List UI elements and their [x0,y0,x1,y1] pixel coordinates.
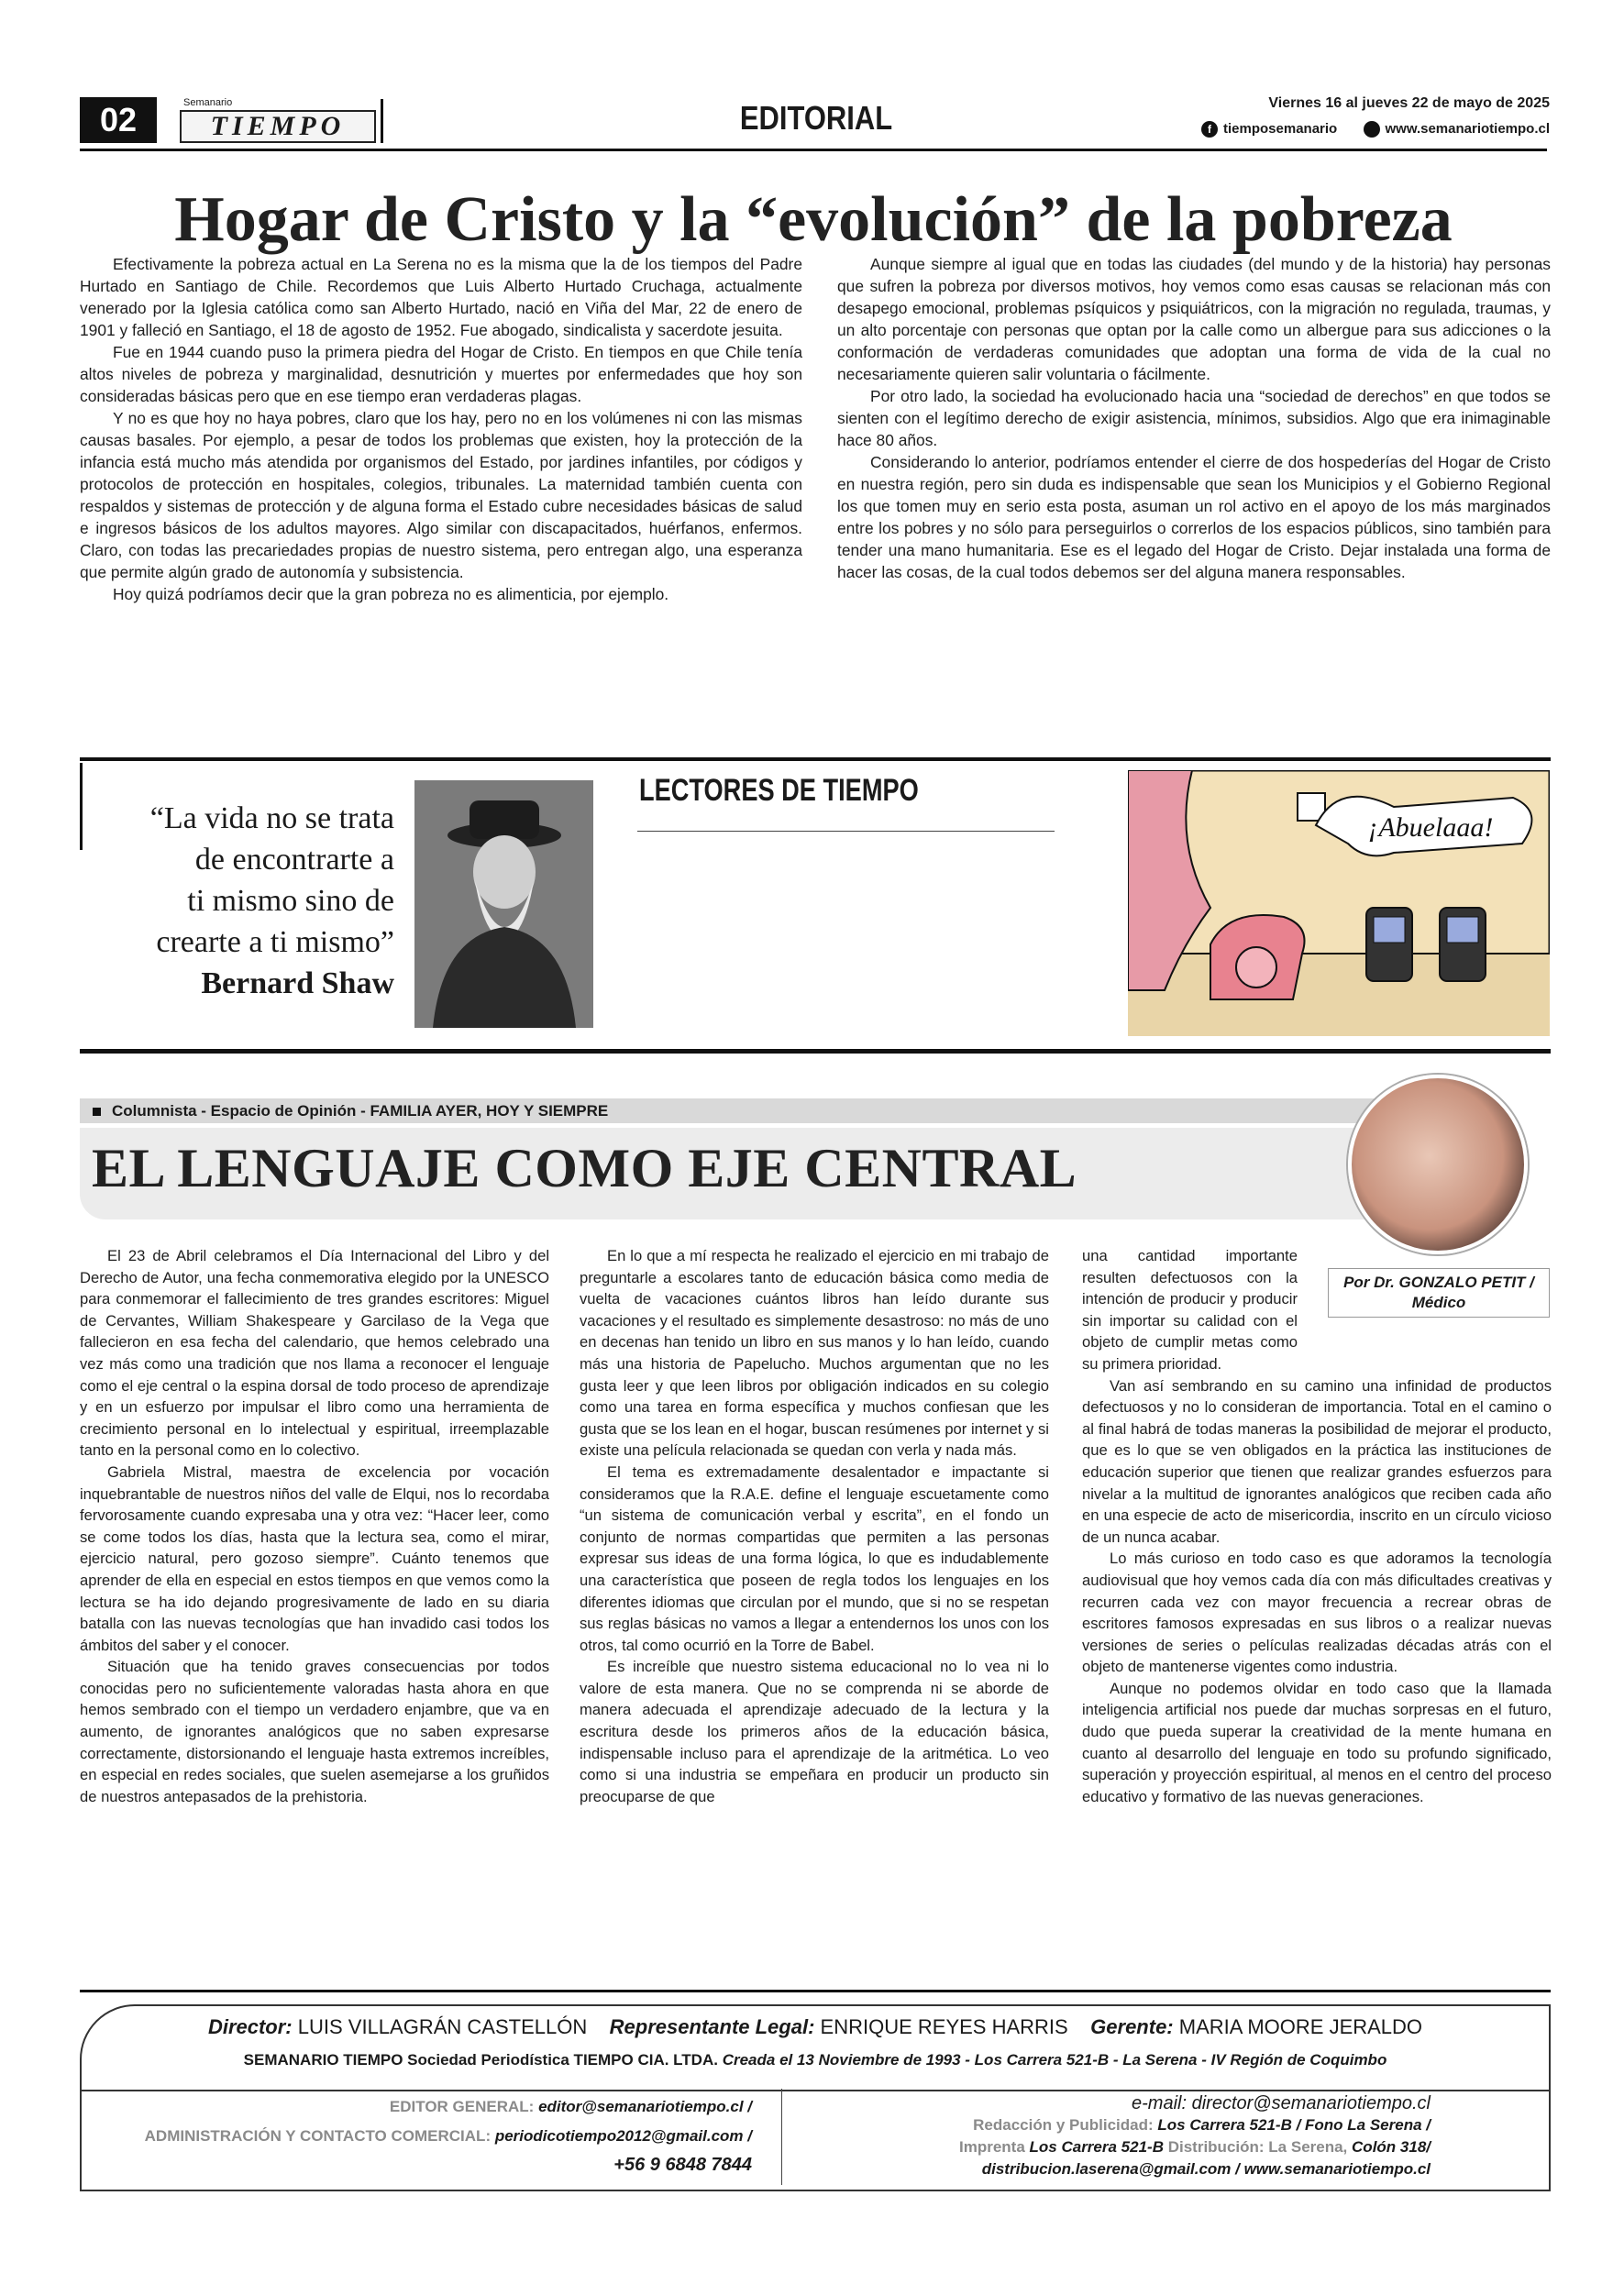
header-rule [80,149,1547,151]
byline-name: Por Dr. GONZALO PETIT / [1343,1274,1534,1291]
paragraph: Situación que ha tenido graves consecuencias por todos conocidas pero no suficientemente valoradas hasta ahora en que hemos sembrado con el tiempo un verdadero enjambre, que va en aumento, de ignorantes analógicos que no saben expresarse correctamente, distorsionando el lenguaje hasta extremos increíbles, en especial en redes sociales, que suelen asemejarse a los gruñidos de nuestros antepasados de la prehistoria. [80,1658,549,1805]
social-row [1201,121,1550,138]
band-rule-bottom [80,1049,1551,1054]
paragraph: Hoy quizá podríamos decir que la gran pobreza no es alimenticia, por ejemplo. [113,585,669,603]
redaccion-label: Redacción y Publicidad: [973,2116,1154,2134]
footer-contacts-left [92,2092,752,2180]
admin-email[interactable]: periodicotiempo2012@gmail.com / [494,2127,752,2145]
admin-label: ADMINISTRACIÓN Y CONTACTO COMERCIAL: [144,2127,492,2145]
paragraph: El 23 de Abril celebramos el Día Internacional del Libro y del Derecho de Autor, una fecha conmemorativa elegido por la UNESCO para conmemorar el fallecimiento de tres grandes escritores: Miguel de Cervantes, William Shakespeare y Garcilaso de la Vega que fallecieron en esa fecha del calendario, que hemos celebrado una vez más como una tradición que nos llama a reconocer el lenguaje como el eje central o la espina dorsal de todo proceso de aprendizaje y en un esfuerzo por impulsar el libro como una herramienta de crecimiento personal en lo intelectual y espiritual, irreemplazable tanto en la personal como en lo colectivo. [80,1247,549,1460]
footer-contacts-right [807,2092,1431,2180]
quote-bar [80,763,83,850]
imprenta-label: Imprenta [958,2138,1025,2156]
column-title: EL LENGUAJE COMO EJE CENTRAL [92,1138,1077,1198]
quote-line: “La vida no se trata [149,801,394,835]
masthead-small: Semanario [183,97,233,108]
imprenta-value: Los Carrera 521-B [1029,2138,1164,2156]
column-text-c [1082,1245,1552,1807]
paragraph: Y no es que hoy no haya pobres, claro que los hay, pero no en los volúmenes ni con las mismas causas basales. Por ejemplo, a pesar de todos los problemas que existen, hoy la protección de la infancia está mucho más atendida por organismos del Estado, por jardines infantiles, por códigos y protocolos de protección en hospitales, colegios, tribunales. La maternidad también cuenta con respaldos y sistemas de protección y de alguna forma el Estado cubre necesidades básicas de salud e ingresos básicos de los adultos mayores. Algo similar con discapacitados, huérfanos, enfermos. Claro, con todas las precariedades propias de nuestro sistema, pero entregan algo, una esperanza que permite algún grado de autonomía y subsistencia. [80,409,802,581]
lectores-rule [637,831,1055,832]
facebook-icon: f [1201,121,1218,138]
footer-divider [781,2089,782,2185]
legal-name: ENRIQUE REYES HARRIS [820,2015,1068,2038]
shaw-photo [414,780,593,1028]
paragraph: Es increíble que nuestro sistema educacional no lo vea ni lo valore de esta manera. Que no se comprenda ni se aborde de manera adecuada el aprendizaje adecuado de la lectura y la escritura desde los primeros años de la educación básica, indispensable incluso para el aprendizaje de la aritmética. Lo veo como si una industria se empeñara en producir un producto sin preocuparse de que [580,1658,1049,1805]
paragraph: Fue en 1944 cuando puso la primera piedra del Hogar de Cristo. En tiempos en que Chile tenía altos niveles de pobreza y marginalidad, desnutrición y muertes por enfermedades que hoy son consideradas básicas pero que en ese tiempo eran verdaderas plagas. [80,343,802,405]
website-url: www.semanariotiempo.cl [1385,121,1550,137]
email-label: e-mail: [1132,2093,1188,2113]
editorial-headline: Hogar de Cristo y la “evolución” de la pobreza [174,184,1453,255]
footer-rule [80,1990,1551,1992]
distribucion-email[interactable]: distribucion.laserena@gmail.com / www.semanariotiempo.cl [981,2160,1431,2178]
paragraph: En lo que a mí respecta he realizado el ejercicio en mi trabajo de preguntarle a escolares tanto de educación básica como media de vuelta de vacaciones cuántos libros han leído durante sus vacaciones y el resultado es simplemente desastroso: no más de uno en decenas han tenido un libro en sus manos y lo han leído, cuando más una historia de Papelucho. Muchos argumentan que no les gusta leer y que leen libros por obligación indicados en su colegio como una tarea en forma específica y muchos confiesan que les gusta que se los lean en el hogar, buscan resúmenes por internet y si existe una película relacionada se quedan con verla y nada más. [580,1247,1049,1460]
paragraph: Aunque siempre al igual que en todas las ciudades (del mundo y de la historia) hay personas que sufren la pobreza por diversos motivos, hoy vemos como esas causas se relacionan más con desapego emocional, problemas psíquicos y psiquiátricos, con la migración no regulada, traumas, y un alto porcentaje con personas que optan por la calle como un albergue para sus adicciones o la conformación de verdaderas comunidades que adoptan una forma de vida de la cual no necesariamente quieren salir voluntaria o fácilmente. [837,255,1551,383]
column-text-a [80,1245,549,1807]
quote-author: Bernard Shaw [201,966,394,1000]
page-number: 02 [80,97,157,143]
phone-number[interactable]: +56 9 6848 7844 [613,2155,752,2175]
quote-line: ti mismo sino de [187,884,394,918]
redaccion-value: Los Carrera 521-B / Fono La Serena / [1157,2116,1431,2134]
section-title: EDITORIAL [739,99,893,137]
editor-label: EDITOR GENERAL: [389,2098,535,2115]
column-text-b [580,1245,1049,1807]
cartoon-bubble-text: ¡Abuelaaa! [1367,812,1494,843]
distribucion-address: Colón 318/ [1352,2138,1431,2156]
globe-icon [1364,121,1380,138]
paragraph: Van así sembrando en su camino una infinidad de productos defectuosos y no lo consideran de importancia. Total en el camino o al final habrá de todas maneras la posibilidad de mejorar el producto, que es lo que se ven obligados en la práctica las instituciones de educación superior que tienen que realizar grandes esfuerzos para nivelar a la multitud de ignorantes analógicos que reciben cada año en una especie de acto de misericordia, inscrito en un círculo vicioso de un nunca acabar. [1082,1376,1552,1546]
bullet-icon [93,1108,101,1116]
distribucion-label: Distribución: [1167,2138,1265,2156]
paragraph: Gabriela Mistral, maestra de excelencia por vocación inquebrantable de nuestros niños del valle de Elqui, nos lo recordaba fervorosamente cuando expresaba una y otra vez: “Hacer leer, como se come todos los días, hasta que la lectura sea, como el mirar, ejercicio natural, pero gozoso siempre”. Cuánto tenemos que aprender de ella en especial en estos tiempos en que vemos como la lectura se ha ido dejando progresivamente de lado en su diaria batalla con las nuevas tecnologías que han invadido casi todos los ámbitos del saber y el conocer. [80,1462,549,1654]
paragraph: una cantidad importante resulten defectuosos con la intención de producir y producir sin importar su calidad con el objeto de cumplir metas como su primera prioridad. [1082,1247,1298,1373]
company-name: SEMANARIO TIEMPO Sociedad Periodística TIEMPO CIA. LTDA. [243,2051,718,2069]
legal-label: Representante Legal: [609,2015,815,2038]
editorial-column-right [837,253,1551,583]
kicker-series: FAMILIA AYER, HOY Y SIEMPRE [370,1102,609,1120]
masthead-logo: TIEMPO [180,110,376,143]
quote-line: crearte a ti mismo” [156,925,394,959]
paragraph: El tema es extremadamente desalentador e impactante si consideramos que la R.A.E. define el lenguaje escuetamente como “un sistema de comunicación verbal y escrita”, en el fondo un conjunto de normas compartidas que permiten a las personas expresar sus ideas de una forma lógica, lo que es indudablemente una característica que poseen de regla todos los lenguajes en los diferentes idiomas que circulan por el mundo, que si no se respetan sus reglas básicas no vamos a llegar a entendernos los unos con los otros, tal como ocurrió en la Torre de Babel. [580,1462,1049,1654]
columnist-photo [1348,1075,1528,1254]
quote-block [87,798,394,1004]
email-address[interactable]: director@semanariotiempo.cl [1191,2093,1431,2113]
lectores-title: LECTORES DE TIEMPO [639,773,919,808]
paragraph: Aunque no podemos olvidar en todo caso que la llamada inteligencia artificial nos puede dar muchas sorpresas en el futuro, dudo que pueda superar la creatividad de la mente humana en cuanto al desarrollo del lenguaje en todo su profundo significado, superación y proyección espiritual, al menos en el centro del proceso educativo y formativo de las nuevas generaciones. [1082,1679,1552,1805]
editorial-column-left [80,253,802,605]
distribucion-city: La Serena, [1268,2138,1348,2156]
paragraph: Por otro lado, la sociedad ha evolucionado hacia una “sociedad de derechos” en que todos se sienten con el legítimo derecho de exigir asistencia, mínimos, subsidios. Algo que era inimaginable hace 80 años. [837,387,1551,449]
paragraph: Considerando lo anterior, podríamos entender el cierre de dos hospederías del Hogar de Cristo en nuestra región, pero sin duda es indispensable que sean los Municipios y el Gobierno Regional los que tomen muy en serio esta posta, asuman un rol activo en el apoyo de los más marginados entre los pobres y no sólo para perseguirlos o correrlos de los espacios públicos, sino también para tender una mano humanitaria. Ese es el legado del Hogar de Cristo. Dejar instalada una forma de hacer las cosas, de la cual todos debemos ser del alguna manera responsables. [837,453,1551,581]
dateline: Viernes 16 al jueves 22 de mayo de 2025 [1268,95,1550,111]
masthead-divider [381,99,383,143]
manager-name: MARIA MOORE JERALDO [1178,2015,1423,2038]
paragraph: Efectivamente la pobreza actual en La Serena no es la misma que la de los tiempos del Padre Hurtado en Santiago de Chile. Recordemos que Luis Alberto Hurtado Cruchaga, actualmente venerado por la Iglesia católica como san Alberto Hurtado, nació en Viña del Mar, 22 de enero de 1901 y falleció en Santiago, el 18 de agosto de 1952. Fue abogado, sindicalista y sacerdote jesuita. [80,255,802,339]
portrait-photo-icon [414,780,593,1028]
director-name: LUIS VILLAGRÁN CASTELLÓN [297,2015,588,2038]
byline-role: Médico [1411,1294,1466,1311]
quote-line: de encontrarte a [194,843,394,877]
facebook-handle: tiemposemanario [1223,121,1338,137]
band-rule-top [80,757,1551,761]
cartoon [1128,770,1550,1036]
cartoon-phones-icon [1128,770,1550,1036]
editor-email[interactable]: editor@semanariotiempo.cl / [538,2098,752,2115]
company-info: Creada el 13 Noviembre de 1993 - Los Carrera 521-B - La Serena - IV Región de Coquimbo [722,2051,1387,2069]
footer-company [80,2051,1551,2069]
website-link[interactable] [1364,121,1551,138]
column-kicker [80,1098,1437,1123]
manager-label: Gerente: [1090,2015,1174,2038]
director-label: Director: [207,2015,293,2038]
kicker-prefix: Columnista - Espacio de Opinión - [112,1102,370,1120]
footer-staff [80,2015,1551,2039]
paragraph: Lo más curioso en todo caso es que adoramos la tecnología audiovisual que hoy vemos cada día con más dificultades creativas y recurren cada vez con mayor frecuencia a recrear obras de escritores famosos expresadas en sus libros o a realizar nuevas versiones de series o películas realizadas décadas atrás con el objeto de mantenerse vigentes como industria. [1082,1550,1552,1676]
facebook-link[interactable] [1201,121,1337,138]
